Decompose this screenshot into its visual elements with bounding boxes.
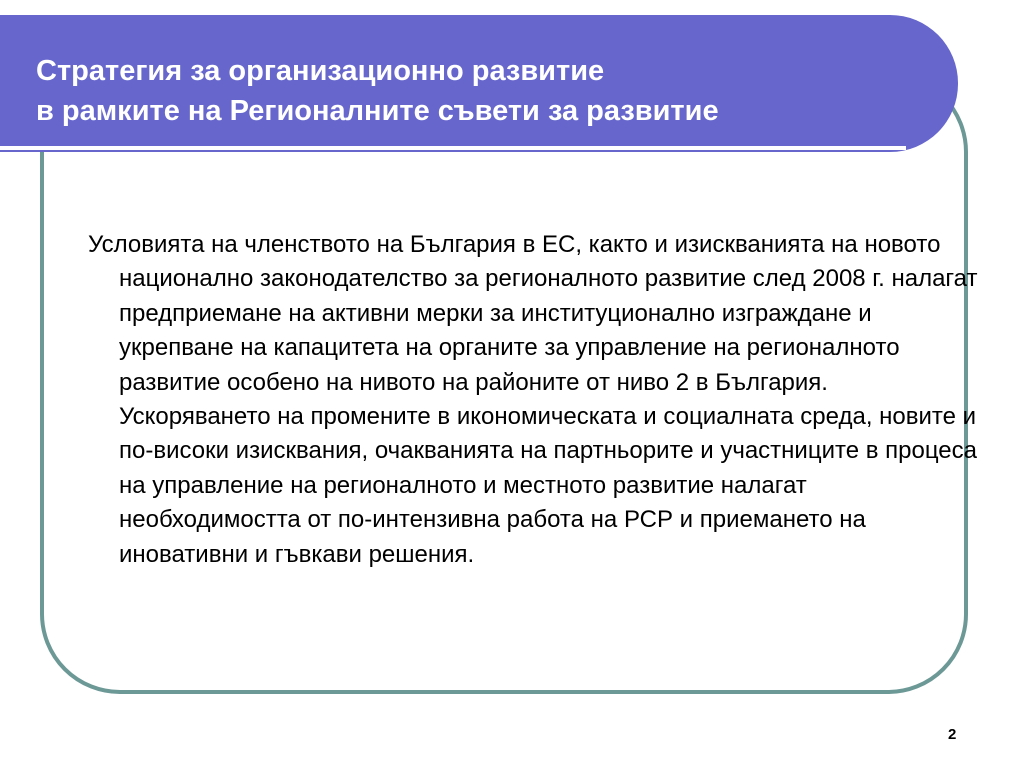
title-underline: [0, 146, 906, 150]
body-paragraph: Условията на членството на България в ЕС, както и изискванията на новото национално законодателство за регионалното развитие след 2008 г. налагат предприемане на активни мерки за институционално изграждане и укрепване на капацитета на органите за управление на регионалното развитие особено на нивото на районите от ниво 2 в България. Ускоряването на промените в икономическата и социалната среда, новите и по-високи изисквания, очакванията на партньорите и участниците в процеса на управление на регионалното и местното развитие налагат необходимостта от по-интензивна работа на РСР и приемането на иновативни и гъвкави решения.: [88, 231, 978, 568]
title-bar: [0, 15, 958, 152]
page-number: 2: [948, 726, 957, 743]
slide-title: Стратегия за организационно развитие в рамките на Регионалните съвети за развитие: [36, 55, 719, 127]
